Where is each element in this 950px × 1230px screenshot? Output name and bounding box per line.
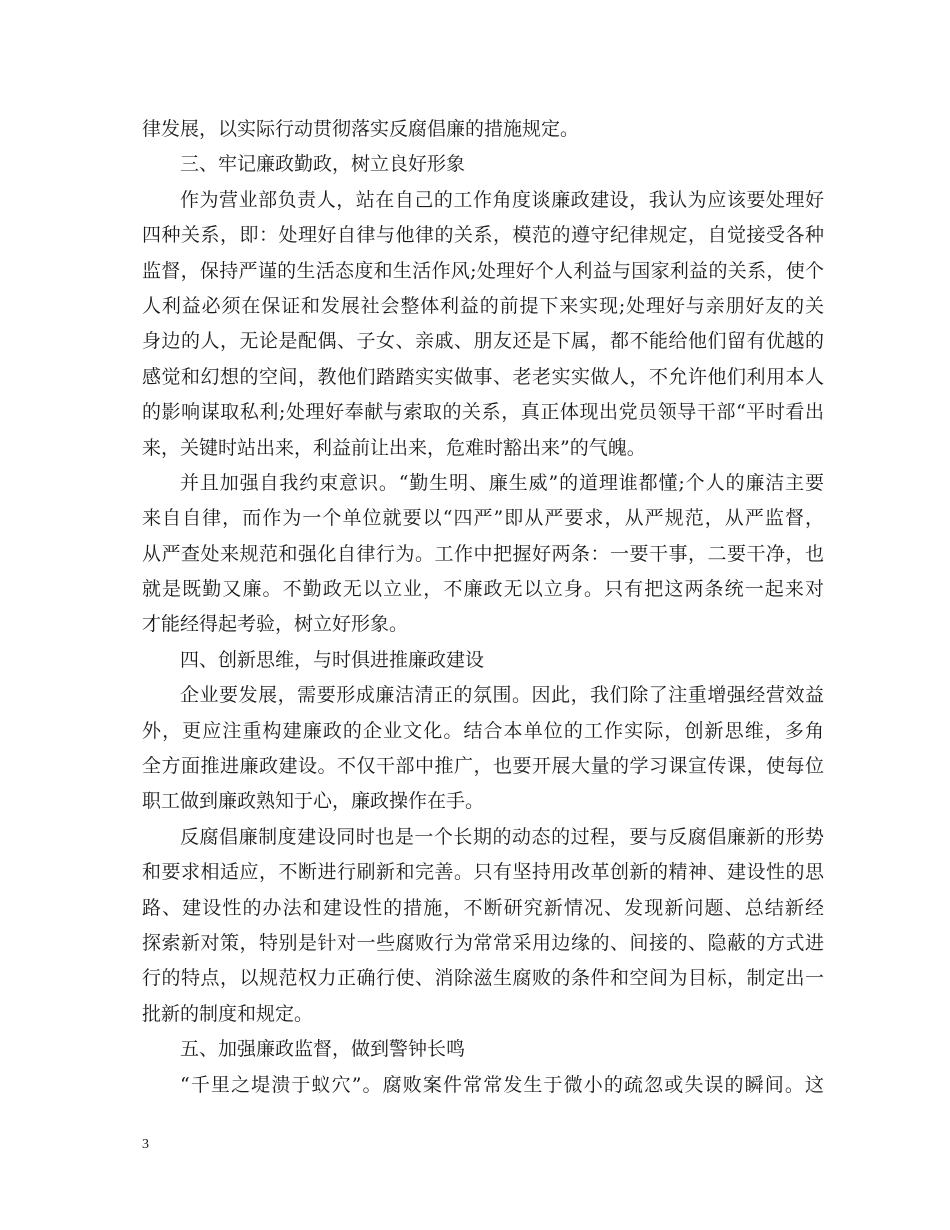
- text-line: “千里之堤溃于蚁穴”。腐败案件常常发生于微小的疏忽或失误的瞬间。这: [180, 1073, 824, 1096]
- document-body: [142, 112, 824, 1103]
- text-line: 就是既勤又廉。不勤政无以立业，不廉政无以立身。只有把这两条统一起来对: [142, 578, 824, 601]
- text-line: 路、建设性的办法和建设性的措施，不断研究新情况、发现新问题、总结新经: [142, 896, 824, 919]
- text-line: 人利益必须在保证和发展社会整体利益的前提下来实现;处理好与亲朋好友的关: [142, 294, 824, 317]
- text-line: 职工做到廉政熟知于心，廉政操作在手。: [142, 790, 485, 813]
- text-line: 来，关键时站出来，利益前让出来，危难时豁出来”的气魄。: [142, 436, 646, 459]
- text-line: 企业要发展，需要形成廉洁清正的氛围。因此，我们除了注重增强经营效益: [180, 684, 824, 707]
- text-line: 反腐倡廉制度建设同时也是一个长期的动态的过程，要与反腐倡廉新的形势: [180, 825, 824, 848]
- text-line: 三、牢记廉政勤政，树立良好形象: [180, 153, 466, 176]
- text-line: 批新的制度和规定。: [142, 1002, 314, 1025]
- text-line: 行的特点，以规范权力正确行使、消除滋生腐败的条件和空间为目标，制定出一: [142, 967, 824, 990]
- text-line: 和要求相适应，不断进行刷新和完善。只有坚持用改革创新的精神、建设性的思: [142, 861, 824, 884]
- text-line: 全方面推进廉政建设。不仅干部中推广，也要开展大量的学习课宣传课，使每位: [142, 755, 824, 778]
- text-line: 并且加强自我约束意识。“勤生明、廉生威”的道理谁都懂;个人的廉洁主要: [180, 471, 824, 494]
- text-line: 四、创新思维，与时俱进推廉政建设: [180, 648, 485, 671]
- text-line: 外，更应注重构建廉政的企业文化。结合本单位的工作实际，创新思维，多角: [142, 719, 824, 742]
- text-line: 四种关系，即：处理好自律与他律的关系，模范的遵守纪律规定，自觉接受各种: [142, 224, 824, 247]
- text-line: 探索新对策，特别是针对一些腐败行为常常采用边缘的、间接的、隐蔽的方式进: [142, 931, 824, 954]
- text-line: 律发展，以实际行动贯彻落实反腐倡廉的措施规定。: [142, 118, 580, 140]
- text-line: 的影响谋取私利;处理好奉献与索取的关系，真正体现出党员领导干部“平时看出: [142, 401, 824, 424]
- page-number: 3: [142, 1137, 149, 1152]
- text-line: 从严查处来规范和强化自律行为。工作中把握好两条：一要干事，二要干净，也: [142, 542, 824, 565]
- text-line: 才能经得起考验，树立好形象。: [142, 613, 409, 636]
- text-line: 感觉和幻想的空间，教他们踏踏实实做事、老老实实做人，不允许他们利用本人: [142, 365, 824, 388]
- text-line: 监督，保持严谨的生活态度和生活作风;处理好个人利益与国家利益的关系，使个: [142, 259, 824, 282]
- text-line: 来自自律，而作为一个单位就要以“四严”即从严要求，从严规范，从严监督，: [142, 507, 824, 530]
- text-line: 作为营业部负责人，站在自己的工作角度谈廉政建设，我认为应该要处理好: [180, 188, 824, 211]
- text-line: 五、加强廉政监督，做到警钟长鸣: [180, 1038, 466, 1061]
- text-line: 身边的人，无论是配偶、子女、亲戚、朋友还是下属，都不能给他们留有优越的: [142, 330, 824, 353]
